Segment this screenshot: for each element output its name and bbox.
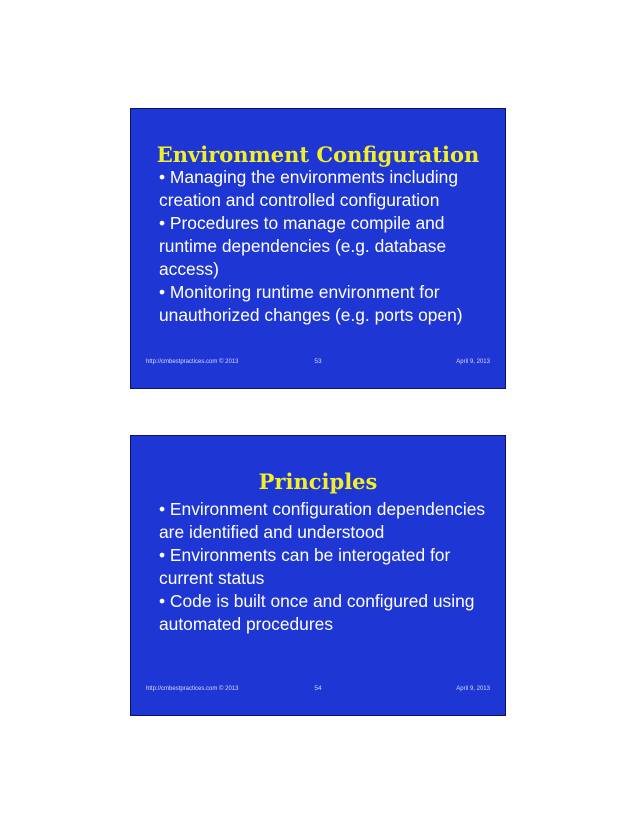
slide-number: 54 xyxy=(314,685,322,692)
bullet-list xyxy=(159,166,504,327)
slide-53 xyxy=(130,108,506,389)
bullet-item: • Managing the environments including creation and controlled configuration xyxy=(159,167,459,210)
bullet-item: • Code is built once and configured using automated procedures xyxy=(159,591,475,634)
footer-url: http://cmbestpractices.com © 2013 xyxy=(146,359,239,365)
slide-54 xyxy=(130,435,506,716)
bullet-item: • Procedures to manage compile and runtime dependencies (e.g. database access) xyxy=(159,213,447,279)
footer-date: April 9, 2013 xyxy=(456,359,490,365)
slide-title: Environment Configuration xyxy=(156,142,480,167)
slide-title: Principles xyxy=(258,469,378,494)
bullet-item: • Environment configuration dependencies are identified and understood xyxy=(159,499,486,542)
footer-url: http://cmbestpractices.com © 2013 xyxy=(146,686,239,692)
footer-date: April 9, 2013 xyxy=(456,686,490,692)
slide-footer xyxy=(146,356,490,368)
bullet-item: • Environments can be interogated for current status xyxy=(159,545,451,588)
slide-number: 53 xyxy=(314,358,322,365)
bullet-item: • Monitoring runtime environment for unauthorized changes (e.g. ports open) xyxy=(159,282,463,325)
slide-footer xyxy=(146,683,490,695)
bullet-list xyxy=(159,498,504,636)
